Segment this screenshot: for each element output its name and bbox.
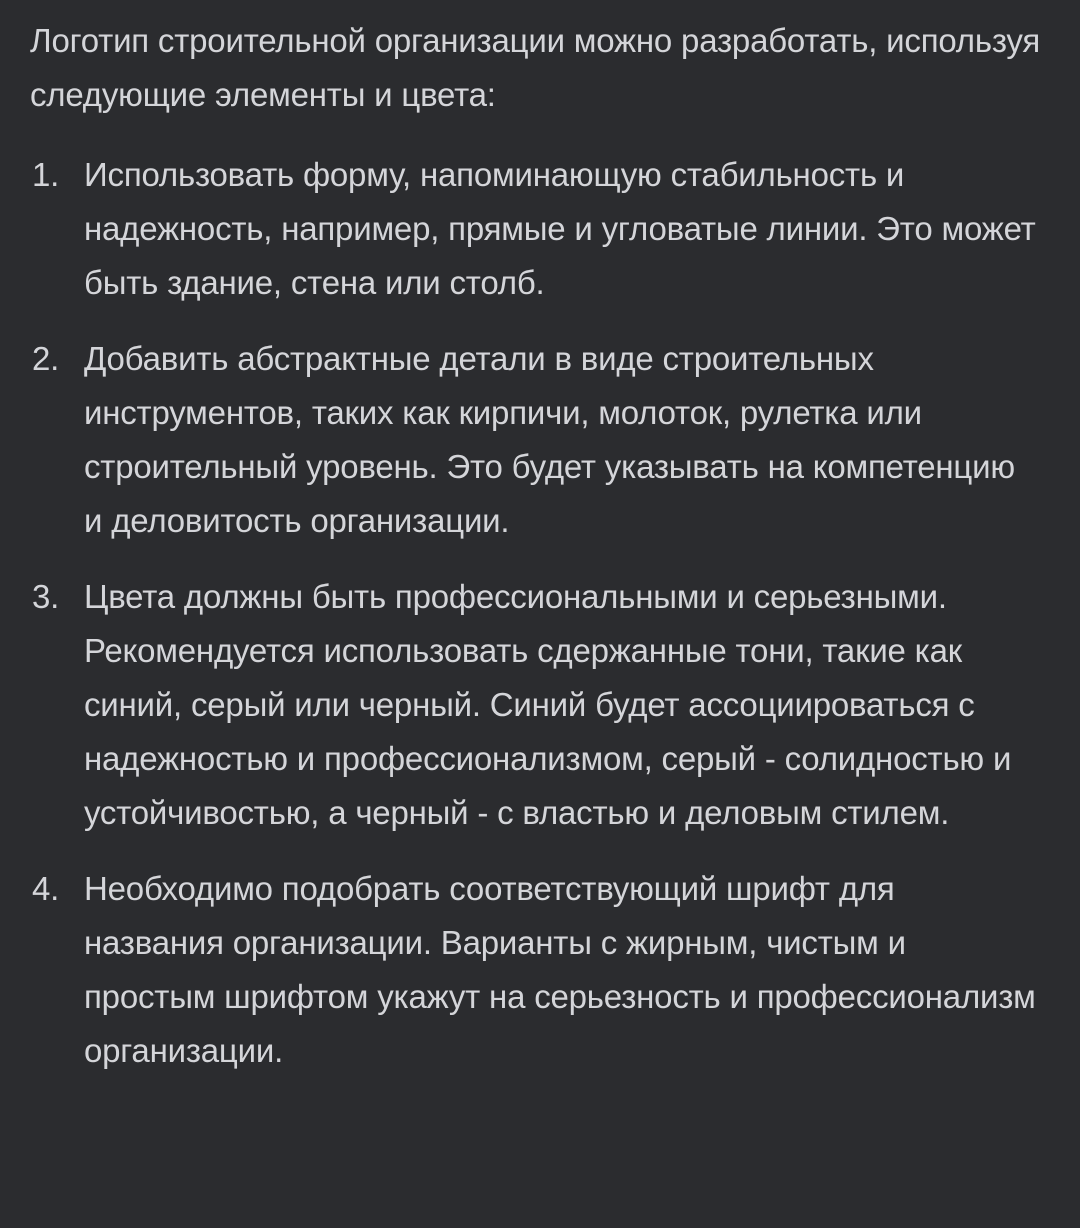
recommendations-list bbox=[30, 148, 1050, 1078]
list-item bbox=[30, 148, 1050, 310]
list-item bbox=[30, 862, 1050, 1078]
list-item bbox=[30, 332, 1050, 548]
list-item-number: 4. bbox=[32, 870, 60, 907]
list-item-number: 3. bbox=[32, 578, 60, 615]
list-item-text: Добавить абстрактные детали в виде строительных инструментов, таких как кирпичи, молоток, рулетка или строительный уровень. Это будет указывать на компетенцию и деловитость организации. bbox=[84, 340, 1015, 539]
list-item-text: Использовать форму, напоминающую стабильность и надежность, например, прямые и угловатые линии. Это может быть здание, стена или столб. bbox=[84, 156, 1036, 301]
list-item-text: Цвета должны быть профессиональными и серьезными. Рекомендуется использовать сдержанные тони, такие как синий, серый или черный. Синий будет ассоциироваться с надежностью и профессионализмом, серый - солидностью и устойчивостью, а черный - с властью и деловым стилем. bbox=[84, 578, 1012, 831]
list-item-number: 1. bbox=[32, 156, 60, 193]
list-item-text: Необходимо подобрать соответствующий шрифт для названия организации. Варианты с жирным, чистым и простым шрифтом укажут на серьезность и профессионализм организации. bbox=[84, 870, 1036, 1069]
list-item bbox=[30, 570, 1050, 840]
list-item-number: 2. bbox=[32, 340, 60, 377]
intro-paragraph: Логотип строительной организации можно разработать, используя следующие элементы и цвета: bbox=[30, 22, 1041, 113]
